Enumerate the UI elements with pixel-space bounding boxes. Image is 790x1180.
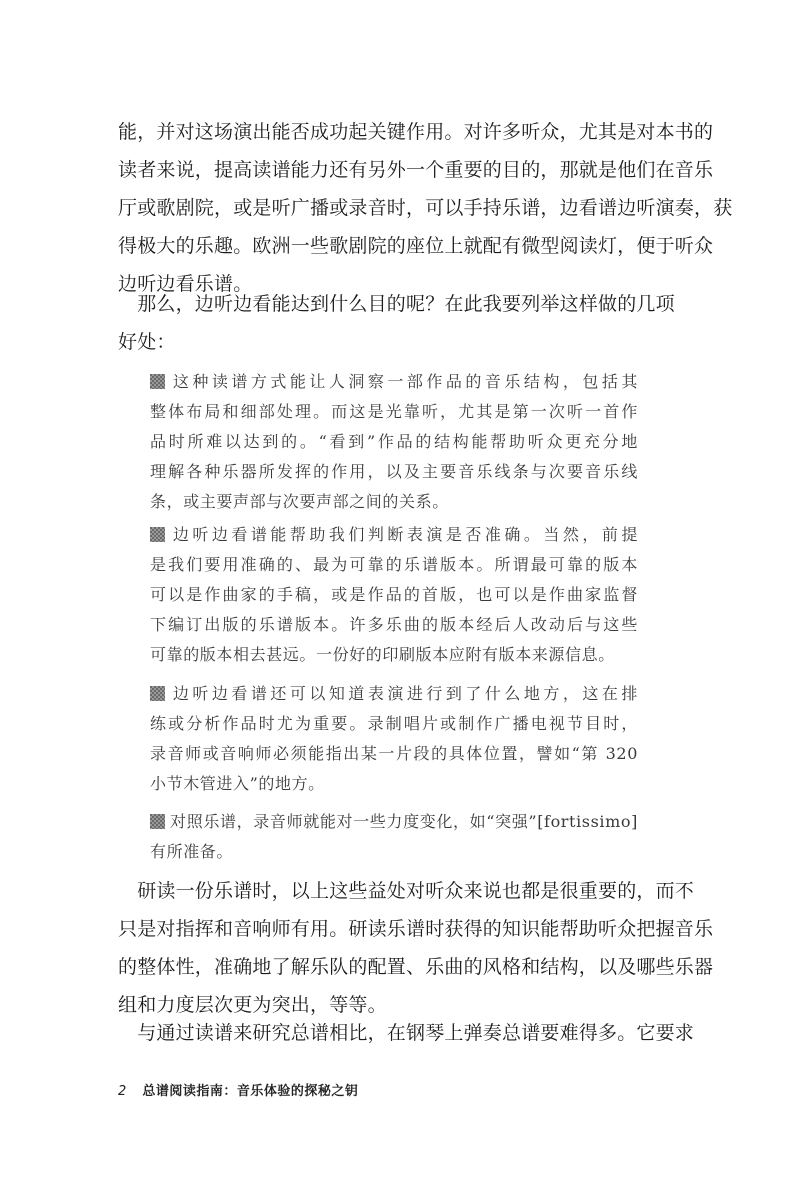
checkered-square-icon <box>150 686 165 701</box>
intro-paragraph <box>118 113 733 303</box>
text-line: 厅或歌剧院，或是听广播或录音时，可以手持乐谱，边看谱边听演奏，获 <box>118 197 733 219</box>
text-line <box>150 520 638 550</box>
text-line: 与通过读谱来研究总谱相比，在钢琴上弹奏总谱要难得多。它要求 <box>118 1022 695 1044</box>
piano-paragraph <box>118 1014 695 1052</box>
text-line <box>150 679 638 709</box>
text-line: 那么，边听边看能达到什么目的呢？在此我要列举这样做的几项 <box>118 293 675 315</box>
running-title: 总谱阅读指南：音乐体验的探秘之钥 <box>142 1084 359 1099</box>
text-line: 只是对指挥和音响师有用。研读乐谱时获得的知识能帮助听众把握音乐 <box>118 918 714 940</box>
text-line: 整体布局和细部处理。而这是光靠听，尤其是第一次听一首作 <box>150 402 638 421</box>
text-fragment: 边听边看谱能帮助我们判断表演是否准确。当然，前提 <box>170 525 638 544</box>
text-line: 下编订出版的乐谱版本。许多乐曲的版本经后人改动后与这些 <box>150 615 638 634</box>
benefit-item-accuracy <box>150 520 638 670</box>
benefit-item-dynamics <box>150 807 638 867</box>
text-fragment: 边听边看谱还可以知道表演进行到了什么地方，这在排 <box>170 684 638 703</box>
text-line: 可以是作曲家的手稿，或是作品的首版，也可以是作曲家监督 <box>150 585 638 604</box>
question-paragraph <box>118 285 675 361</box>
checkered-square-icon <box>150 814 165 829</box>
text-line: 好处： <box>118 331 176 353</box>
text-line: 得极大的乐趣。欧洲一些歌剧院的座位上就配有微型阅读灯，便于听众 <box>118 235 714 257</box>
text-line: 有所准备。 <box>150 842 234 861</box>
text-line <box>150 807 638 837</box>
text-line: 品时所难以达到的。“看到”作品的结构能帮助听众更充分地 <box>150 432 638 451</box>
text-line: 边听边看乐谱。 <box>118 273 253 295</box>
text-fragment: 这种读谱方式能让人洞察一部作品的音乐结构，包括其 <box>170 372 638 391</box>
text-line: 读者来说，提高读谱能力还有另外一个重要的目的，那就是他们在音乐 <box>118 159 714 181</box>
text-line: 的整体性，准确地了解乐队的配置、乐曲的风格和结构，以及哪些乐器 <box>118 956 714 978</box>
checkered-square-icon <box>150 374 165 389</box>
text-line: 条，或主要声部与次要声部之间的关系。 <box>150 492 449 511</box>
text-line: 能，并对这场演出能否成功起关键作用。对许多听众，尤其是对本书的 <box>118 121 714 143</box>
text-line: 练或分析作品时尤为重要。录制唱片或制作广播电视节目时， <box>150 714 638 733</box>
page-footer <box>118 1080 358 1099</box>
text-line: 小节木管进入”的地方。 <box>150 774 325 793</box>
text-line: 理解各种乐器所发挥的作用，以及主要音乐线条与次要音乐线 <box>150 462 638 481</box>
benefit-item-structure <box>150 367 638 517</box>
text-fragment: 对照乐谱，录音师就能对一些力度变化，如“突强”[fortissimo] <box>170 812 638 831</box>
benefit-item-position <box>150 679 638 799</box>
text-line: 是我们要用准确的、最为可靠的乐谱版本。所谓最可靠的版本 <box>150 555 638 574</box>
text-line: 录音师或音响师必须能指出某一片段的具体位置，譬如“第 320 <box>150 744 638 763</box>
text-line: 可靠的版本相去甚远。一份好的印刷版本应附有版本来源信息。 <box>150 645 615 664</box>
text-line <box>150 367 638 397</box>
checkered-square-icon <box>150 527 165 542</box>
text-line: 组和力度层次更为突出，等等。 <box>118 994 387 1016</box>
text-line: 研读一份乐谱时，以上这些益处对听众来说也都是很重要的，而不 <box>118 880 695 902</box>
study-paragraph <box>118 872 714 1024</box>
page-number: 2 <box>118 1084 127 1099</box>
